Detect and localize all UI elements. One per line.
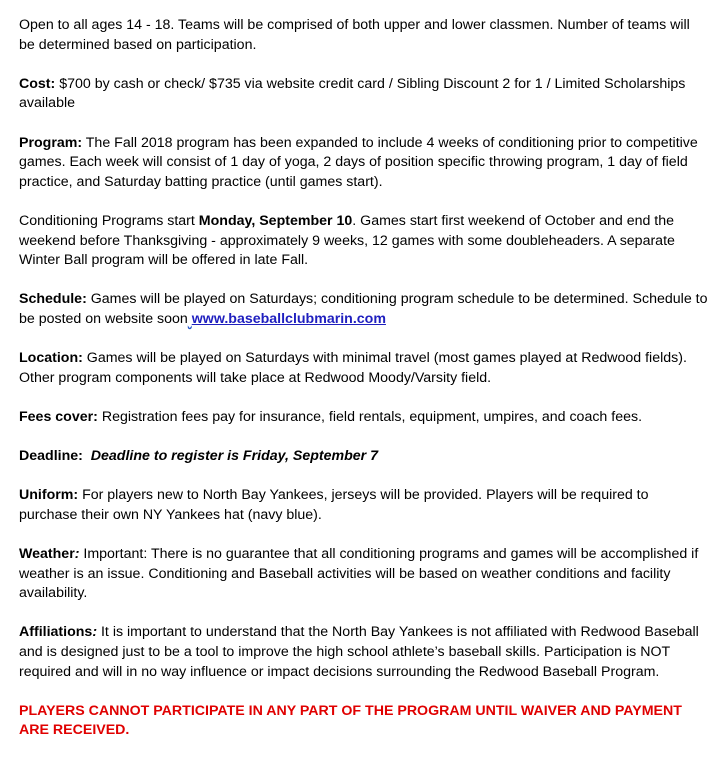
cost-text: $700 by cash or check/ $735 via website credit card / Sibling Discount 2 for 1 / Limited Scholarships available <box>19 75 686 112</box>
location-colon: : <box>78 350 83 367</box>
fees-colon: : <box>93 408 98 425</box>
deadline-paragraph <box>19 447 708 467</box>
affiliations-paragraph <box>19 623 708 682</box>
deadline-colon: : <box>78 448 83 465</box>
location-text: Games will be played on Saturdays with minimal travel (most games played at Redwood fields). Other program components will take place at Redwood Moody/Varsity field. <box>19 350 687 386</box>
affiliations-label: Affiliations <box>19 624 93 641</box>
uniform-text: For players new to North Bay Yankees, jerseys will be provided. Players will be required to purchase their own NY Yankees hat (navy blue). <box>19 487 649 523</box>
deadline-label: Deadline <box>19 448 79 465</box>
cost-label: Cost <box>19 75 51 92</box>
intro-paragraph <box>19 16 708 55</box>
weather-text: Important: There is no guarantee that all conditioning programs and games will be accomplished if weather is an issue. Conditioning and Baseball activities will be based on weather conditions and facility availability. <box>19 546 699 602</box>
waiver-payment-notice: PLAYERS CANNOT PARTICIPATE IN ANY PART OF THE PROGRAM UNTIL WAIVER AND PAYMENT ARE RECEIVED. <box>19 702 682 739</box>
conditioning-date: Monday, September 10 <box>198 212 353 229</box>
uniform-paragraph <box>19 486 708 525</box>
schedule-colon: : <box>82 291 87 308</box>
cost-paragraph <box>19 75 708 114</box>
fees-paragraph <box>19 408 708 428</box>
fees-label: Fees cover <box>19 408 94 425</box>
conditioning-pre: Conditioning Programs start <box>19 212 199 229</box>
schedule-label: Schedule <box>19 291 83 308</box>
uniform-label: Uniform <box>19 487 74 504</box>
weather-label: Weather <box>19 546 75 563</box>
affiliations-text: It is important to understand that the North Bay Yankees is not affiliated with Redwood Baseball and is designed just to be a tool to improve the high school athlete’s baseball skills. Participation is NOT required and will in no way influence or impact decisions surrounding the Redwood Baseball Program. <box>19 624 699 680</box>
location-label: Location <box>19 350 79 367</box>
weather-colon: : <box>74 546 80 563</box>
affiliations-colon: : <box>92 624 98 641</box>
deadline-text: Deadline to register is Friday, September 7 <box>90 448 379 465</box>
program-label: Program <box>19 134 78 151</box>
weather-paragraph <box>19 545 708 604</box>
schedule-text: Games will be played on Saturdays; conditioning program schedule to be determined. Schedule to be posted on website soon <box>19 291 708 327</box>
location-paragraph <box>19 349 708 388</box>
fees-text: Registration fees pay for insurance, field rentals, equipment, umpires, and coach fees. <box>97 408 643 425</box>
intro-text: Open to all ages 14 - 18. Teams will be comprised of both upper and lower classmen. Number of teams will be determined based on participation. <box>19 17 690 53</box>
conditioning-paragraph <box>19 212 708 271</box>
program-colon: : <box>77 134 83 151</box>
website-link[interactable]: www.baseballclubmarin.com <box>191 310 386 327</box>
uniform-colon: : <box>73 487 79 504</box>
cost-colon: : <box>50 75 56 92</box>
program-paragraph <box>19 134 708 193</box>
program-text: The Fall 2018 program has been expanded to include 4 weeks of conditioning prior to competitive games. Each week will consist of 1 day of yoga, 2 days of position specific throwing program, 1 day of field practice, and Saturday batting practice (until games start). <box>19 134 698 190</box>
schedule-paragraph <box>19 290 708 329</box>
conditioning-post: . Games start first weekend of October and end the weekend before Thanksgiving - approximately 9 weeks, 12 games with some doubleheaders. A separate Winter Ball program will be offered in late Fall. <box>19 212 675 269</box>
